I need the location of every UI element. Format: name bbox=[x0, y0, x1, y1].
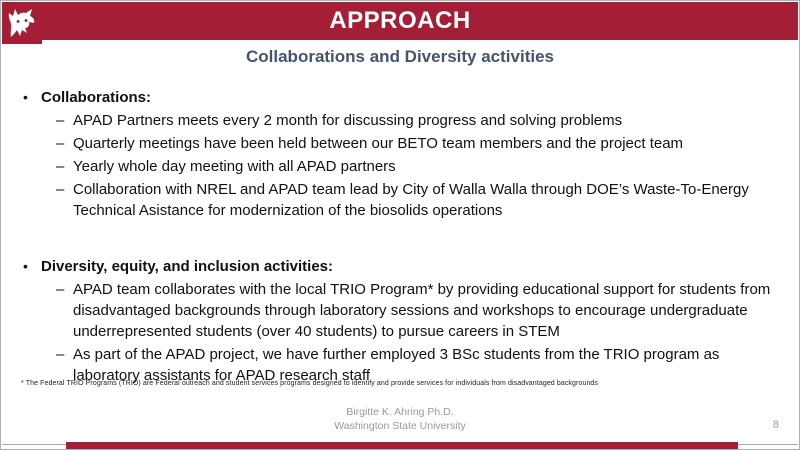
logo-block bbox=[2, 2, 42, 44]
bullet-dash-icon bbox=[1, 110, 73, 131]
slide-title: APPROACH bbox=[329, 7, 471, 34]
list-item-text: APAD Partners meets every 2 month for discussing progress and solving problems bbox=[73, 112, 623, 129]
footer-author: Birgitte K. Ahring Ph.D. bbox=[346, 406, 454, 418]
section-diversity-heading bbox=[1, 256, 789, 277]
section-heading-text: Collaborations: bbox=[41, 89, 152, 106]
bullet-dash-icon bbox=[1, 179, 73, 221]
list-item-text: Yearly whole day meeting with all APAD partners bbox=[73, 158, 396, 175]
list-item bbox=[1, 179, 789, 221]
page-number: 8 bbox=[772, 419, 779, 431]
list-item bbox=[1, 110, 789, 131]
bullet-dash-icon bbox=[1, 156, 73, 177]
bullet-dot-icon bbox=[1, 256, 41, 277]
bullet-dot-icon bbox=[1, 87, 41, 108]
list-item-text: Collaboration with NREL and APAD team lead by City of Walla Walla through DOE’s Waste-To-Energy Technical Asistance for modernization of the biosolids operations bbox=[73, 181, 749, 219]
slide-subtitle: Collaborations and Diversity activities bbox=[246, 47, 554, 66]
list-item-text: APAD team collaborates with the local TRIO Program* by providing educational support for students from disadvantaged backgrounds through laboratory sessions and workshops to encourage undergraduate underrepresented students (over 40 students) to pursue careers in STEM bbox=[73, 281, 771, 340]
slide-footer bbox=[1, 405, 799, 433]
section-gap bbox=[1, 223, 789, 256]
wsu-cougar-logo-icon bbox=[8, 7, 36, 39]
list-item-text: As part of the APAD project, we have further employed 3 BSc students from the TRIO program as laboratory assistants for APAD research staff bbox=[73, 346, 720, 384]
section-collaborations-heading bbox=[1, 87, 789, 108]
list-item bbox=[1, 156, 789, 177]
list-item-text: Quarterly meetings have been held between our BETO team members and the project team bbox=[73, 135, 684, 152]
header-banner bbox=[2, 2, 798, 40]
section-heading-text: Diversity, equity, and inclusion activities: bbox=[41, 258, 334, 275]
footer-institution: Washington State University bbox=[334, 420, 466, 432]
list-item bbox=[1, 133, 789, 154]
footnote: * The Federal TRIO Programs (TRIO) are Federal outreach and student services programs designed to identify and provide services for individuals from disadvantaged backgrounds bbox=[21, 380, 599, 387]
slide-body bbox=[1, 87, 789, 388]
bottom-accent-bar bbox=[66, 442, 738, 449]
bullet-dash-icon bbox=[1, 133, 73, 154]
list-item bbox=[1, 279, 789, 342]
bullet-dash-icon bbox=[1, 279, 73, 342]
